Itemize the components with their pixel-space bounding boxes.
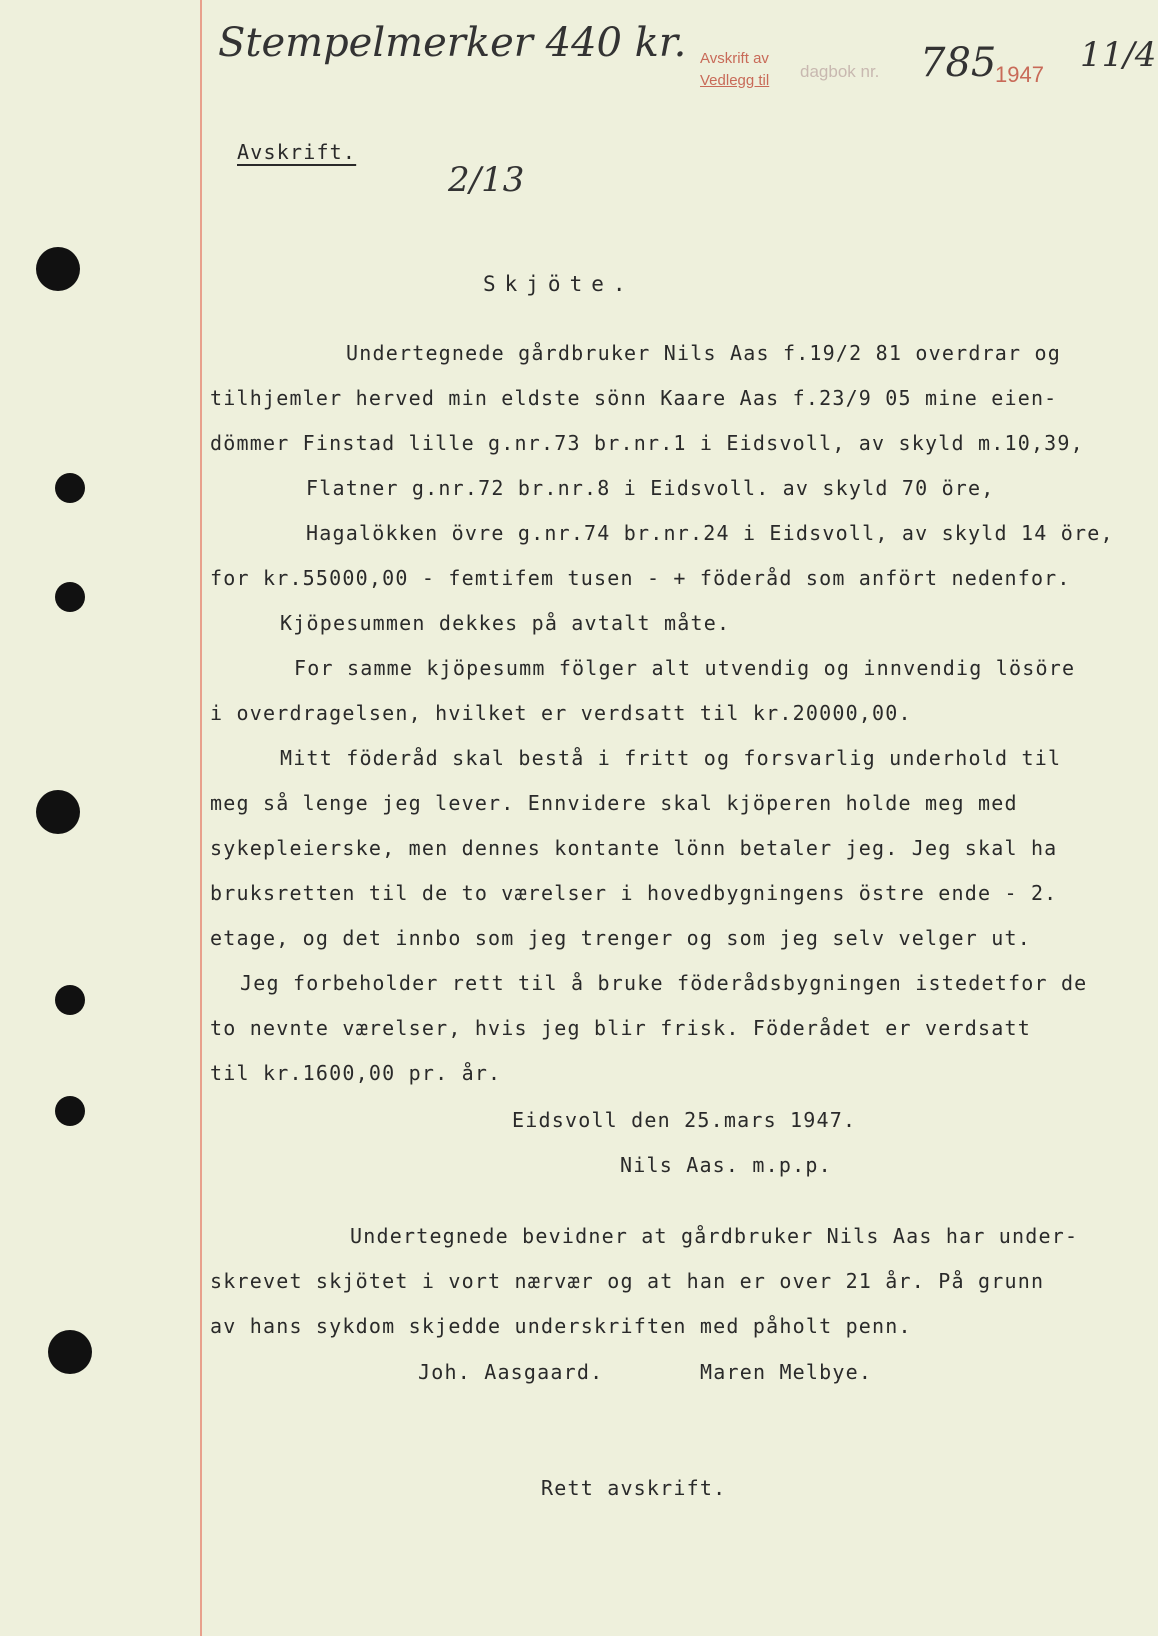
text-line: i overdragelsen, hvilket er verdsatt til kr.20000,00. (210, 701, 912, 725)
punch-hole (36, 247, 80, 291)
document-title: Skjöte. (483, 272, 635, 296)
punch-hole (55, 473, 85, 503)
handwritten-date: 11/4 (1080, 35, 1157, 75)
text-line: Undertegnede bevidner at gårdbruker Nils Aas har under- (350, 1224, 1079, 1248)
handwritten-initials: 2/13 (448, 160, 525, 200)
text-line: For samme kjöpesumm fölger alt utvendig og innvendig lösöre (294, 656, 1076, 680)
punch-hole (55, 582, 85, 612)
text-line: Flatner g.nr.72 br.nr.8 i Eidsvoll. av skyld 70 öre, (306, 476, 995, 500)
witness-signature: Maren Melbye. (700, 1360, 873, 1384)
text-line: Kjöpesummen dekkes på avtalt måte. (280, 611, 731, 635)
text-line: skrevet skjötet i vort nærvær og at han er over 21 år. På grunn (210, 1269, 1045, 1293)
text-line: for kr.55000,00 - femtifem tusen - + föderåd som anfört nedenfor. (210, 566, 1071, 590)
dagbok-label: dagbok nr. (800, 62, 880, 81)
punch-hole (48, 1330, 92, 1374)
margin-line (200, 0, 202, 1636)
punch-hole (55, 985, 85, 1015)
text-line: meg så lenge jeg lever. Ennvidere skal kjöperen holde meg med (210, 791, 1018, 815)
text-line: Hagalökken övre g.nr.74 br.nr.24 i Eidsvoll, av skyld 14 öre, (306, 521, 1114, 545)
text-line: av hans sykdom skjedde underskriften med påholt penn. (210, 1314, 912, 1338)
avskrift-label: Avskrift. (237, 140, 357, 164)
text-line: tilhjemler herved min eldste sönn Kaare Aas f.23/9 05 mine eien- (210, 386, 1058, 410)
text-line: Undertegnede gårdbruker Nils Aas f.19/2 81 overdrar og (346, 341, 1062, 365)
stamp-vedlegg-til: Vedlegg til (700, 72, 770, 89)
handwritten-stamp-value: Stempelmerker 440 kr. (218, 20, 687, 66)
text-line: til kr.1600,00 pr. år. (210, 1061, 502, 1085)
text-line: etage, og det innbo som jeg trenger og som jeg selv velger ut. (210, 926, 1031, 950)
punch-hole (55, 1096, 85, 1126)
text-line: sykepleierske, men dennes kontante lönn betaler jeg. Jeg skal ha (210, 836, 1058, 860)
place-date: Eidsvoll den 25.mars 1947. (512, 1108, 857, 1132)
text-line: to nevnte værelser, hvis jeg blir frisk. Föderådet er verdsatt (210, 1016, 1031, 1040)
text-line: Jeg forbeholder rett til å bruke föderådsbygningen istedetfor de (240, 971, 1088, 995)
witness-signature: Joh. Aasgaard. (418, 1360, 604, 1384)
text-line: bruksretten til de to værelser i hovedbygningens östre ende - 2. (210, 881, 1058, 905)
punch-hole (36, 790, 80, 834)
stamp-avskrift-av: Avskrift av (700, 50, 769, 67)
certification-line: Rett avskrift. (541, 1476, 727, 1500)
text-line: Mitt föderåd skal bestå i fritt og forsvarlig underhold til (280, 746, 1062, 770)
stamp-year: 1947 (995, 62, 1044, 87)
text-line: dömmer Finstad lille g.nr.73 br.nr.1 i Eidsvoll, av skyld m.10,39, (210, 431, 1084, 455)
signature-line: Nils Aas. m.p.p. (620, 1153, 832, 1177)
dagbok-number: 785 (920, 40, 997, 86)
